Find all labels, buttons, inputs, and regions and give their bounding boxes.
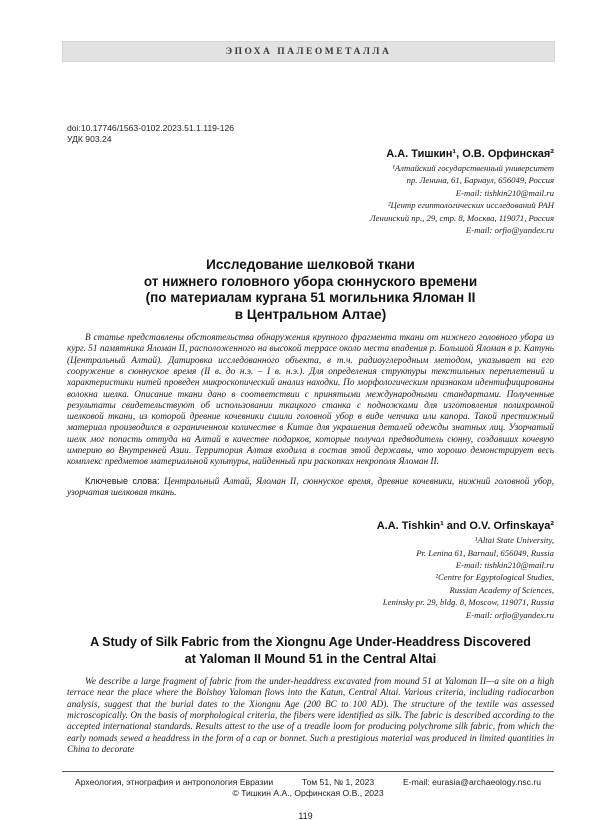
affiliation-line: пр. Ленина, 61, Барнаул, 656049, Россия: [406, 175, 554, 186]
abstract-russian: [67, 333, 554, 469]
affiliation-line: Pr. Lenina 61, Barnaul, 656049, Russia: [416, 547, 554, 558]
footer-journal-line: [62, 777, 554, 788]
keywords-russian: [67, 476, 554, 500]
article-title-english: [67, 634, 554, 667]
udk-line: УДК 903.24: [67, 134, 112, 144]
affiliation-line: ¹Altai State University,: [474, 535, 554, 546]
affiliation-email: E-mail: orfio@yandex.ru: [465, 609, 554, 620]
title-line: A Study of Silk Fabric from the Xiongnu Age Under-Headdress Discovered: [90, 635, 531, 650]
abstract-russian-text: В статье представлены обстоятельства обнаружения крупного фрагмента ткани от нижнего головного убора из кург. 51 памятника Яломан II, расположенного на высокой террасе около места впадения р. Большой Яломан в р. Катунь (Центральный Алтай). Датировка исследованного объекта, в т.ч. радиоуглеродным методом, указывает на его сооружение в сюннуское время (II в. до н.э. – I в. н.э.). Для определения структуры текстильных переплетений и характеристики нитей проведен микроскопический анализ находки. По морфологическим признакам идентифицированы волокна шелка. Описание ткани дано в соответствии с принятыми международными стандартами. Полученные результаты свидетельствуют об использовании ткацкого станка с подножками для изготовления полихромной шелковой ткани, из которой древние кочевники сшили головной убор в виде чепчика или капора. Такой престижный материал производился в ограниченном количестве в Китае для украшения деталей одежды знатных лиц. Узорчатый шелк мог попасть оттуда на Алтай в качестве подарков, которые получал предводитель сюнну, создавших кочевую империю во Внутренней Азии. Территория Алтая входила в состав этой державы, что хорошо демонстрирует весь комплекс предметов материальной культуры, найденный при раскопках некрополя Яломан II.: [67, 333, 554, 468]
article-title-russian: [67, 257, 554, 323]
affiliation-line: ²Центр египтологических исследований РАН: [387, 200, 554, 211]
keywords-label: Ключевые слова:: [85, 475, 164, 486]
footer-journal-title: Археология, этнография и антропология Евразии: [75, 777, 274, 788]
page-content: [67, 123, 554, 756]
affiliations-russian: [67, 162, 554, 236]
section-band: [62, 41, 555, 62]
section-band-label: ЭПОХА ПАЛЕОМЕТАЛЛА: [225, 47, 392, 57]
affiliation-line: Ленинский пр., 29, стр. 8, Москва, 119071, Россия: [369, 212, 554, 223]
footer-volume-info: Том 51, № 1, 2023: [301, 777, 375, 788]
title-line: Исследование шелковой ткани: [206, 257, 415, 273]
affiliation-line: ²Centre for Egyptological Studies,: [435, 572, 554, 583]
article-meta: [67, 123, 554, 145]
affiliation-line: Leninsky pr. 29, bldg. 8, Moscow, 119071, Russia: [382, 597, 554, 608]
title-line: at Yaloman II Mound 51 in the Central Altai: [184, 651, 437, 666]
page-number: 119: [298, 811, 313, 820]
affiliation-line: Russian Academy of Sciences,: [449, 584, 554, 595]
footer-copyright: © Тишкин А.А., Орфинская О.В., 2023: [232, 788, 384, 799]
authors-english: A.A. Tishkin¹ and O.V. Orfinskaya²: [376, 520, 554, 533]
affiliation-email: E-mail: orfio@yandex.ru: [465, 225, 554, 236]
abstract-english-text: We describe a large fragment of fabric from the under-headdress excavated from mound 51 at Yaloman II—a site on a high terrace near the place where the Bolshoy Yaloman flows into the Katun, Central Altai. Various criteria, including radiocarbon analysis, suggest that the burial dates to the Xiongnu Age (200 BC to 100 AD). The structure of the textile was assessed microscopically. On the basis of morphological criteria, the fibers were identified as silk. The fabric is described according to the accepted international standards. Results attest to the use of a treadle loom for producing polychrome silk fabric, from which the early nomads sewed a headdress in the form of a cap or bonnet. Such a prestigious material was produced in limited quantities in China to decorate: [67, 677, 554, 755]
title-line: от нижнего головного убора сюннуского времени: [143, 273, 478, 289]
authors-russian: А.А. Тишкин¹, О.В. Орфинская²: [386, 148, 554, 160]
title-line: (по материалам кургана 51 могильника Яломан II: [145, 290, 476, 306]
doi-line: doi:10.17746/1563-0102.2023.51.1.119-126: [67, 123, 235, 133]
affiliations-english: [67, 534, 554, 621]
affiliation-line: ¹Алтайский государственный университет: [392, 163, 554, 173]
title-line: в Центральном Алтае): [234, 306, 387, 322]
keywords-list: Центральный Алтай, Яломан II, сюннуское время, древние кочевники, нижний головной убор, узорчатая шелковая ткань.: [67, 476, 554, 498]
affiliation-email: E-mail: tishkin210@mail.ru: [455, 560, 554, 571]
affiliation-email: E-mail: tishkin210@mail.ru: [455, 187, 554, 198]
footer-email: E-mail: eurasia@archaeology.nsc.ru: [402, 777, 541, 788]
page-footer: [62, 771, 554, 799]
abstract-english: [67, 677, 554, 756]
